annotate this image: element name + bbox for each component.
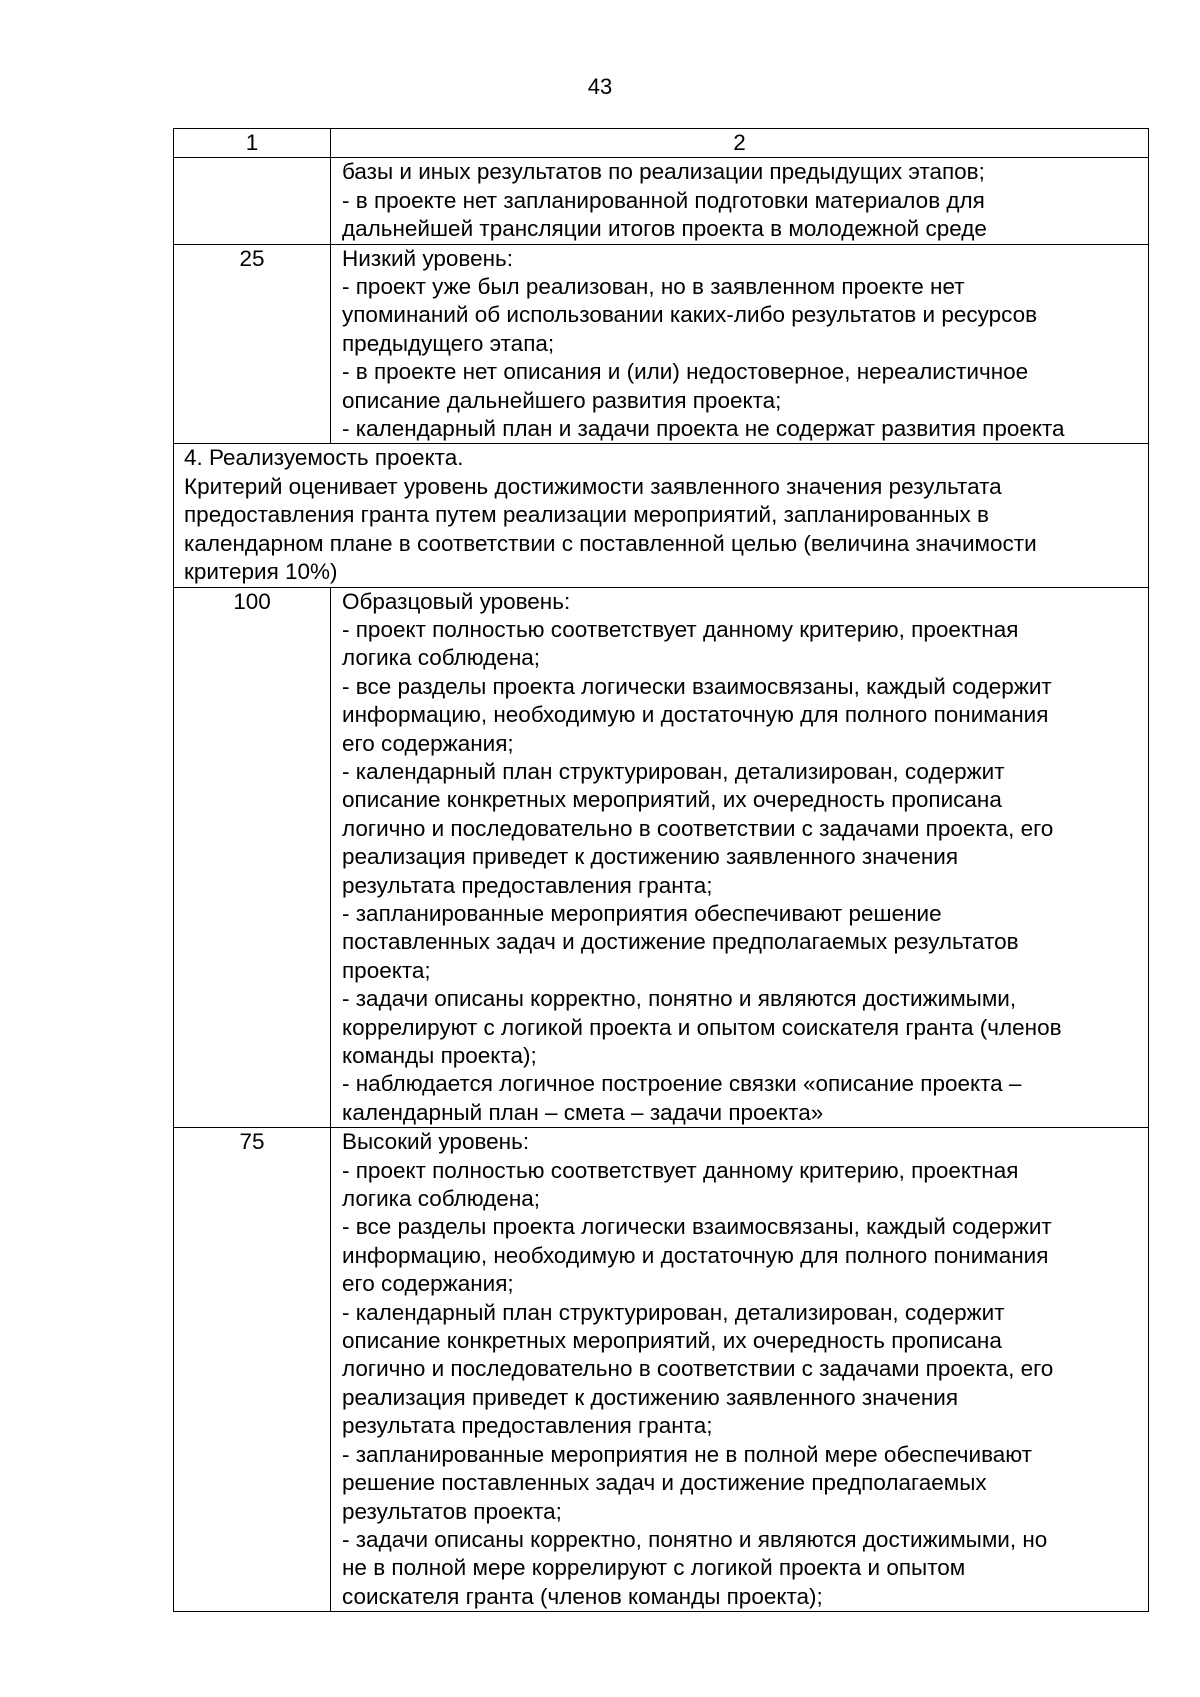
text-line: описание конкретных мероприятий, их очередность прописана (342, 1328, 1002, 1354)
text-line: его содержания; (342, 730, 514, 756)
text-line: - календарный план структурирован, детализирован, содержит (342, 1299, 1005, 1325)
text-line: коррелируют с логикой проекта и опытом соискателя гранта (членов (342, 1014, 1062, 1040)
text-line: - все разделы проекта логически взаимосвязаны, каждый содержит (342, 1214, 1052, 1240)
table-row (174, 1128, 1149, 1612)
criterion-description (174, 444, 1149, 587)
text-line: - наблюдается логичное построение связки «описание проекта – (342, 1071, 1022, 1097)
text-line: - календарный план структурирован, детализирован, содержит (342, 758, 1005, 784)
page-number: 43 (587, 74, 613, 99)
text-line: календарном плане в соответствии с поставленной целью (величина значимости (184, 530, 1037, 556)
text-line: - все разделы проекта логически взаимосвязаны, каждый содержит (342, 673, 1052, 699)
table-header-row (174, 129, 1149, 158)
text-line: информацию, необходимую и достаточную для полного понимания (342, 1242, 1049, 1268)
criteria-table (173, 128, 1149, 1612)
text-line: поставленных задач и достижение предполагаемых результатов (342, 929, 1019, 955)
text-line: - проект уже был реализован, но в заявленном проекте нет (342, 274, 965, 300)
description-cell (331, 158, 1149, 244)
text-line: решение поставленных задач и достижение предполагаемых (342, 1470, 987, 1496)
text-line: Критерий оценивает уровень достижимости заявленного значения результата (184, 473, 1002, 499)
text-line: проекта; (342, 957, 431, 983)
text-line: не в полной мере коррелируют с логикой проекта и опытом (342, 1555, 966, 1581)
table-row (174, 158, 1149, 244)
text-line: логично и последовательно в соответствии с задачами проекта, его (342, 1356, 1054, 1382)
text-line: 4. Реализуемость проекта. (184, 445, 464, 471)
score-cell: 25 (174, 244, 331, 444)
text-line: результатов проекта; (342, 1498, 562, 1524)
text-line: логика соблюдена; (342, 1186, 541, 1212)
text-line: его содержания; (342, 1271, 514, 1297)
text-line: реализация приведет к достижению заявленного значения (342, 1384, 959, 1410)
description-cell (331, 1128, 1149, 1612)
text-line: описание конкретных мероприятий, их очередность прописана (342, 787, 1002, 813)
text-line: описание дальнейшего развития проекта; (342, 387, 782, 413)
text-line: - запланированные мероприятия обеспечивают решение (342, 900, 942, 926)
text-line: соискателя гранта (членов команды проекта); (342, 1583, 823, 1609)
text-line: результата предоставления гранта; (342, 1413, 713, 1439)
text-line: информацию, необходимую и достаточную для полного понимания (342, 702, 1049, 728)
text-line: Высокий уровень: (342, 1129, 530, 1155)
text-line: упоминаний об использовании каких-либо результатов и ресурсов (342, 302, 1038, 328)
text-line: - проект полностью соответствует данному критерию, проектная (342, 616, 1019, 642)
text-line: команды проекта); (342, 1043, 537, 1068)
text-line: Низкий уровень: (342, 245, 514, 271)
score-cell (174, 158, 331, 244)
text-line: предоставления гранта путем реализации мероприятий, запланированных в (184, 502, 989, 528)
criterion-heading-row (174, 444, 1149, 587)
score-cell: 75 (174, 1128, 331, 1612)
text-line: результата предоставления гранта; (342, 872, 713, 898)
header-col-1: 1 (174, 129, 331, 158)
text-line: критерия 10%) (184, 559, 338, 585)
text-line: реализация приведет к достижению заявленного значения (342, 844, 959, 870)
text-line: - в проекте нет описания и (или) недостоверное, нереалистичное (342, 359, 1029, 385)
text-line: календарный план – смета – задачи проекта» (342, 1099, 824, 1125)
text-line: - задачи описаны корректно, понятно и являются достижимыми, но (342, 1526, 1048, 1552)
table-row (174, 587, 1149, 1128)
text-line: - запланированные мероприятия не в полной мере обеспечивают (342, 1441, 1032, 1467)
text-line: базы и иных результатов по реализации предыдущих этапов; (342, 159, 985, 185)
text-line: дальнейшей трансляции итогов проекта в молодежной среде (342, 216, 987, 242)
description-cell (331, 244, 1149, 444)
text-line: логика соблюдена; (342, 645, 541, 671)
header-col-2: 2 (331, 129, 1149, 158)
text-line: - проект полностью соответствует данному критерию, проектная (342, 1157, 1019, 1183)
description-cell (331, 587, 1149, 1128)
text-line: предыдущего этапа; (342, 330, 555, 356)
score-cell: 100 (174, 587, 331, 1128)
text-line: Образцовый уровень: (342, 588, 571, 614)
text-line: - календарный план и задачи проекта не содержат развития проекта (342, 416, 1065, 442)
text-line: - в проекте нет запланированной подготовки материалов для (342, 187, 985, 213)
text-line: - задачи описаны корректно, понятно и являются достижимыми, (342, 986, 1017, 1012)
text-line: логично и последовательно в соответствии с задачами проекта, его (342, 815, 1054, 841)
table-row (174, 244, 1149, 444)
